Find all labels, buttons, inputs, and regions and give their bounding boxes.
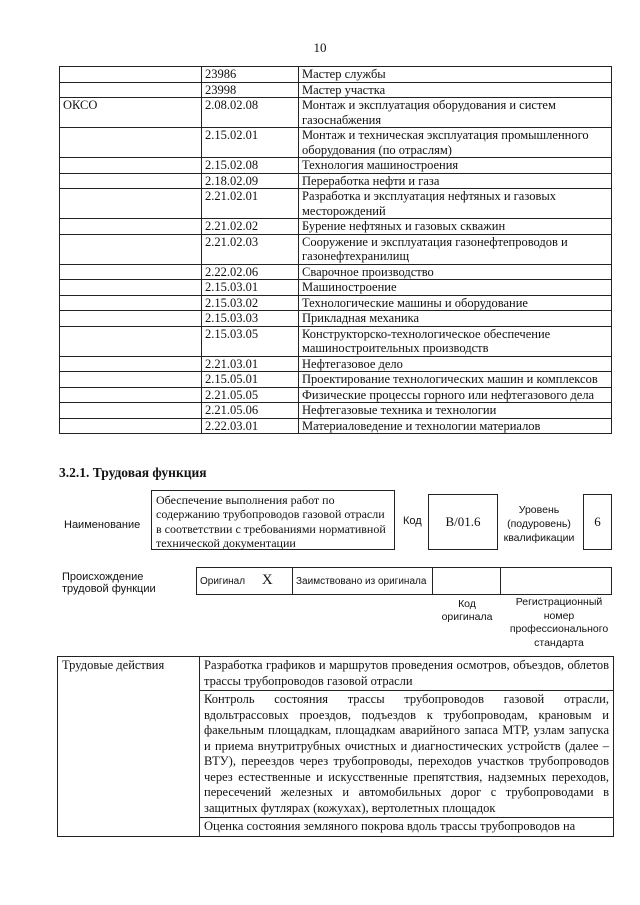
okso-code-cell: 23998 — [202, 82, 299, 98]
okso-code-cell: 2.22.03.01 — [202, 418, 299, 434]
okso-code-cell: 2.15.03.05 — [202, 326, 299, 356]
okso-name-cell: Физические процессы горного или нефтегазового дела — [299, 387, 612, 403]
okso-code-cell: 2.21.02.02 — [202, 219, 299, 235]
okso-name-cell: Бурение нефтяных и газовых скважин — [299, 219, 612, 235]
okso-name-cell: Технология машиностроения — [299, 158, 612, 174]
level-value: 6 — [583, 494, 612, 550]
section-title: 3.2.1. Трудовая функция — [59, 465, 207, 480]
code-original-label: Код оригинала — [441, 598, 493, 623]
borrowed-label: Заимствовано из оригинала — [293, 568, 433, 595]
okso-name-cell: Материаловедение и технологии материалов — [299, 418, 612, 434]
okso-label-cell: ОКСО — [60, 98, 202, 128]
okso-name-cell: Сооружение и эксплуатация газонефтепроводов и газонефтехранилищ — [299, 234, 612, 264]
function-name-value: Обеспечение выполнения работ по содержанию трубопроводов газовой отрасли в соответствии с требованиями нормативной технической документации — [151, 490, 395, 550]
okso-name-cell: Мастер участка — [299, 82, 612, 98]
okso-name-cell: Мастер службы — [299, 67, 612, 83]
okso-code-cell: 2.21.05.05 — [202, 387, 299, 403]
okso-code-cell: 2.22.02.06 — [202, 264, 299, 280]
okso-code-cell: 2.15.03.01 — [202, 280, 299, 296]
labor-action-item: Разработка графиков и маршрутов проведения осмотров, объездов, облетов трассы трубопроводов газовой отрасли — [200, 657, 614, 691]
labor-action-item: Оценка состояния земляного покрова вдоль трассы трубопроводов на — [200, 818, 614, 837]
okso-name-cell: Переработка нефти и газа — [299, 173, 612, 189]
okso-code-cell: 2.15.05.01 — [202, 372, 299, 388]
okso-code-cell: 2.21.05.06 — [202, 403, 299, 419]
okso-name-cell: Прикладная механика — [299, 311, 612, 327]
original-label: Оригинал — [200, 576, 246, 587]
okso-code-cell: 2.18.02.09 — [202, 173, 299, 189]
level-label: Уровень (подуровень) квалификации — [503, 504, 575, 544]
reg-number-label: Регистрационный номер профессионального стандарта — [509, 596, 609, 649]
page-number: 10 — [313, 40, 327, 55]
okso-code-cell: 2.21.03.01 — [202, 356, 299, 372]
okso-code-cell: 2.15.03.02 — [202, 295, 299, 311]
okso-name-cell: Сварочное производство — [299, 264, 612, 280]
okso-name-cell: Машиностроение — [299, 280, 612, 296]
okso-name-cell: Монтаж и техническая эксплуатация промышленного оборудования (по отраслям) — [299, 128, 612, 158]
okso-name-cell: Разработка и эксплуатация нефтяных и газовых месторождений — [299, 189, 612, 219]
labor-action-item: Контроль состояния трассы трубопроводов газовой отрасли, вдольтрассовых проездов, подъездов к трубопроводам, крановым и факельным площадкам, площадкам аварийного запаса МТР, узлам запуска и приема внутритрубных очистных и диагностических устройств (далее – ВТУ), переездов через трубопроводы, переходов участков трубопроводов через естественные и искусственные препятствия, надземных переходов, пересечений железных и автомобильных дорог с трубопроводами в защитных футлярах (кожухах), вертолетных площадок — [200, 691, 614, 818]
labor-actions-label: Трудовые действия — [58, 657, 200, 837]
okso-name-cell: Нефтегазовые техника и технологии — [299, 403, 612, 419]
okso-code-cell: 2.21.02.03 — [202, 234, 299, 264]
origin-label: Происхождение трудовой функции — [62, 571, 156, 595]
okso-code-cell: 2.08.02.08 — [202, 98, 299, 128]
labor-actions-table — [57, 656, 614, 837]
original-mark: X — [261, 572, 273, 588]
code-label: Код — [403, 515, 422, 527]
okso-name-cell: Монтаж и эксплуатация оборудования и систем газоснабжения — [299, 98, 612, 128]
okso-code-cell: 2.15.02.08 — [202, 158, 299, 174]
okso-code-cell: 2.15.03.03 — [202, 311, 299, 327]
name-label: Наименование — [64, 519, 141, 531]
okso-name-cell: Конструкторско-технологическое обеспечение машиностроительных производств — [299, 326, 612, 356]
okso-name-cell: Нефтегазовое дело — [299, 356, 612, 372]
function-code-value: B/01.6 — [428, 494, 498, 550]
okso-code-cell: 2.21.02.01 — [202, 189, 299, 219]
okso-name-cell: Проектирование технологических машин и комплексов — [299, 372, 612, 388]
okso-name-cell: Технологические машины и оборудование — [299, 295, 612, 311]
labor-action-row — [58, 657, 614, 691]
okso-code-cell: 23986 — [202, 67, 299, 83]
okso-code-cell: 2.15.02.01 — [202, 128, 299, 158]
